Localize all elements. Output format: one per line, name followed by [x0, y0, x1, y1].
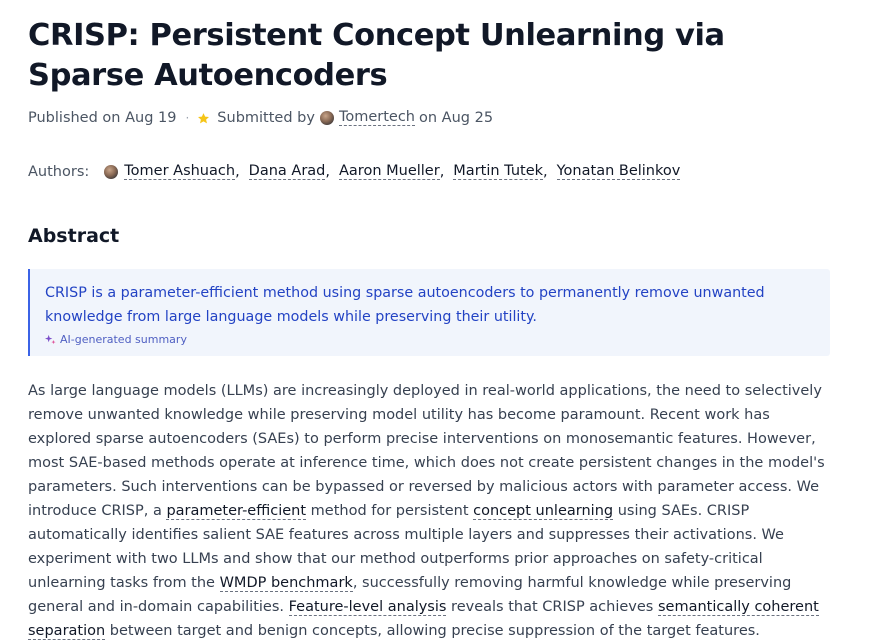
- ai-summary-tag-label: AI-generated summary: [60, 333, 187, 346]
- ai-summary-box: [28, 269, 830, 356]
- concept-link-wmdp-benchmark[interactable]: WMDP benchmark: [219, 575, 353, 591]
- submitter-avatar: [320, 111, 334, 125]
- abstract-text-segment: As large language models (LLMs) are increasingly deployed in real-world applications, the need to selectively remove unwanted knowledge while preserving model utility has become paramount. Recent work has explored sparse autoencoders (SAEs) to perform precise interventions on monosemantic features. However, most SAE-based methods operate at inference time, which does not create persistent changes in the model's parameters. Such interventions can be bypassed or reversed by malicious actors with parameter access. We introduce CRISP, a: [28, 383, 825, 519]
- abstract-text-segment: , successfully removing harmful knowledge while preserving general and in-domain capabilities.: [28, 575, 792, 615]
- submitted-date: on Aug 25: [419, 110, 494, 126]
- star-icon: [197, 112, 210, 125]
- author-item: [339, 164, 444, 180]
- author-separator: ,: [439, 164, 445, 180]
- abstract-text-segment: using SAEs. CRISP automatically identifies salient SAE features across multiple layers and suppresses their activations. We experiment with two LLMs and show that our method outperforms prior approaches on safety-critical unlearning tasks from the: [28, 503, 784, 591]
- meta-separator: ·: [185, 111, 190, 125]
- abstract-text: [28, 379, 828, 643]
- author-link[interactable]: Yonatan Belinkov: [556, 163, 681, 179]
- author-separator: ,: [543, 164, 548, 180]
- concept-link-parameter-efficient[interactable]: parameter-efficient: [166, 503, 307, 519]
- abstract-text-segment: reveals that CRISP achieves: [446, 599, 658, 615]
- paper-title: CRISP: Persistent Concept Unlearning via Sparse Autoencoders: [28, 18, 725, 93]
- concept-link-semantically-coherent-separation[interactable]: semantically coherent separation: [28, 599, 819, 639]
- author-link[interactable]: Martin Tutek: [453, 163, 544, 179]
- author-separator: ,: [235, 164, 240, 180]
- authors-row: [28, 161, 689, 183]
- author-separator: ,: [325, 164, 330, 180]
- submitted-by-label: Submitted by: [217, 110, 315, 126]
- concept-link-feature-level-analysis[interactable]: Feature-level analysis: [288, 599, 447, 615]
- abstract-heading: Abstract: [28, 225, 120, 247]
- ai-summary-text: CRISP is a parameter-efficient method using sparse autoencoders to permanently remove unwanted knowledge from large language models while preserving their utility.: [45, 285, 765, 325]
- author-link[interactable]: Tomer Ashuach: [124, 163, 236, 179]
- ai-summary-tag: [45, 333, 814, 346]
- authors-label: Authors:: [28, 164, 90, 180]
- author-item: [104, 164, 239, 180]
- author-link[interactable]: Dana Arad: [248, 163, 326, 179]
- concept-link-concept-unlearning[interactable]: concept unlearning: [473, 503, 614, 519]
- sparkle-icon: [45, 334, 56, 345]
- author-link[interactable]: Aaron Mueller: [339, 163, 440, 179]
- abstract-text-segment: method for persistent: [306, 503, 474, 519]
- paper-meta: [28, 107, 493, 129]
- submitter-link[interactable]: Tomertech: [338, 109, 415, 125]
- author-item: [249, 164, 330, 180]
- published-date: Published on Aug 19: [28, 110, 177, 126]
- abstract-text-segment: between target and benign concepts, allowing precise suppression of the target features.: [105, 623, 760, 639]
- author-avatar: [104, 165, 118, 179]
- author-item: [557, 164, 681, 180]
- author-item: [453, 164, 547, 180]
